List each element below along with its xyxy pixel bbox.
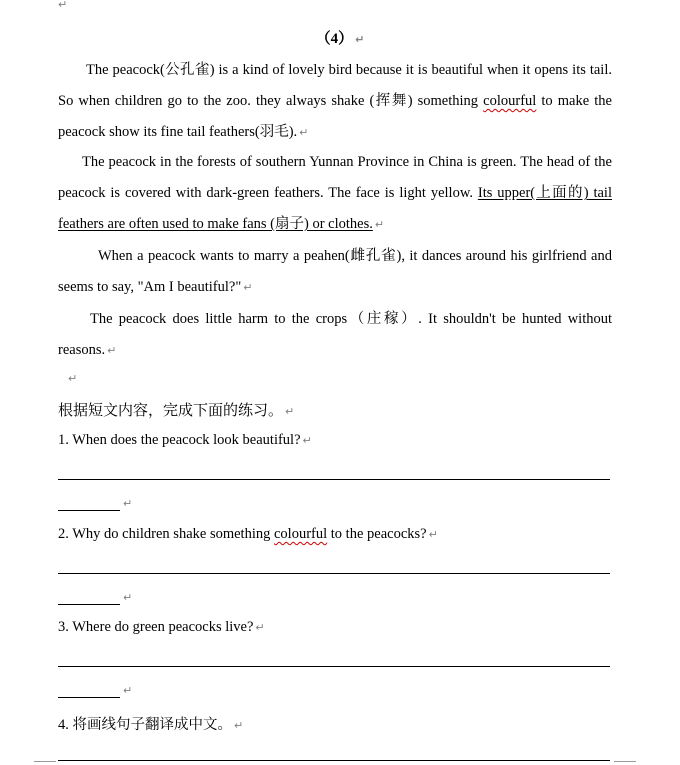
question-1: 1. When does the peacock look beautiful? ↵ [58,432,312,448]
paragraph-mark: ↵ [58,0,68,11]
underlined-sentence: Its upper(上面的) tail feathers are often used to make fans (扇子) or clothes. [58,185,612,232]
answer-line [58,760,610,761]
paragraph-1: The peacock(公孔雀) is a kind of lovely bird because it is beautiful when it opens its tail. So when children go to the zoo. they always shake (挥舞) something colourful to make the peacock show its fine tail feathers(羽毛). ↵ [58,62,612,140]
page-title: （4） ↵ [315,31,365,47]
paragraph-3: When a peacock wants to marry a peahen(雌孔雀), it dances around his girlfriend and seems to say, "Am I beautiful?" ↵ [58,248,612,295]
page-corner-mark [614,761,636,762]
answer-line-short [58,697,120,698]
paragraph-4: The peacock does little harm to the crops（庄稼）. It shouldn't be hunted without reasons. ↵ [58,311,612,358]
question-2: 2. Why do children shake something colourful to the peacocks? ↵ [58,526,438,542]
paragraph-mark: ↵ [123,497,133,510]
paragraph-2: The peacock in the forests of southern Yunnan Province in China is green. The head of the peacock is covered with dark-green feathers. The face is light yellow. Its upper(上面的) tail feathers are often used to make fans (扇子) or clothes. ↵ [58,154,612,232]
paragraph-mark: ↵ [123,684,133,697]
question-3: 3. Where do green peacocks live? ↵ [58,619,265,635]
answer-line [58,573,610,574]
spellcheck-word: colourful [274,526,328,542]
exercise-instruction: 根据短文内容，完成下面的练习。 ↵ [58,403,295,419]
answer-line [58,479,610,480]
answer-line-short [58,510,120,511]
paragraph-mark: ↵ [68,372,78,385]
paragraph-mark: ↵ [123,591,133,604]
answer-line [58,666,610,667]
page-corner-mark [34,761,56,762]
question-4: 4. 将画线句子翻译成中文。 ↵ [58,717,244,733]
spellcheck-word: colourful [483,93,537,109]
answer-line-short [58,604,120,605]
